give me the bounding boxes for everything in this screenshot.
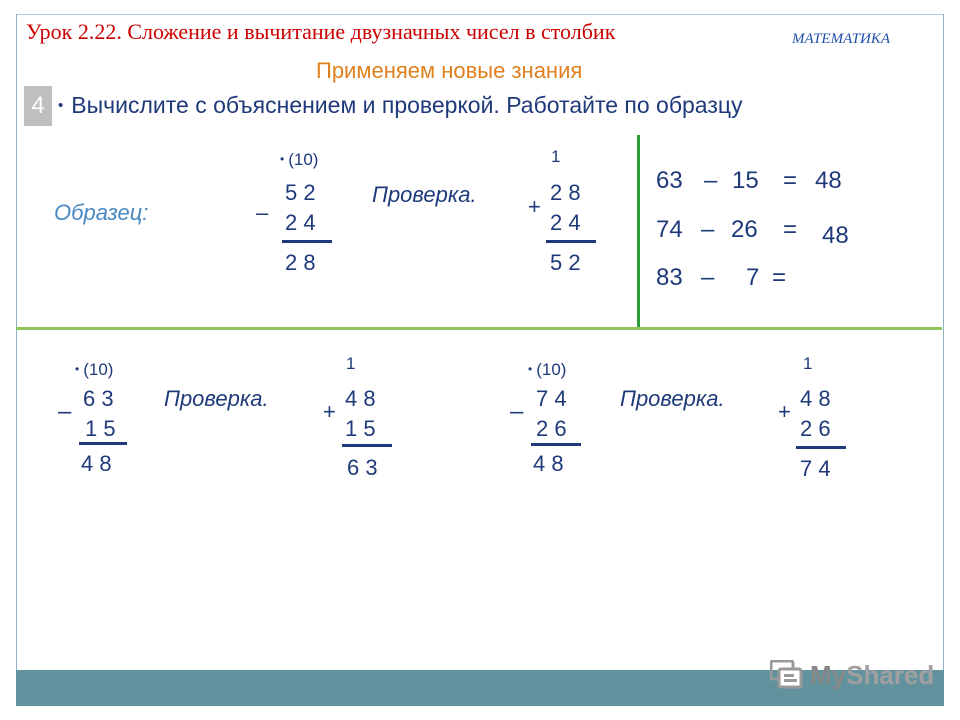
sample-result: 2 8: [285, 250, 316, 275]
equation-2-result: 48: [822, 222, 849, 249]
sample-label: Образец:: [54, 200, 149, 225]
example1-check-carry: 1: [346, 354, 356, 373]
example2-plus-sign: +: [778, 399, 791, 424]
sample-check-bottom: 2 4: [550, 210, 581, 235]
example1-minuend: 6 3: [83, 386, 114, 411]
equation-1-op: –: [704, 167, 718, 194]
example2-check-result: 7 4: [800, 456, 831, 481]
example1-check-label: Проверка.: [164, 386, 269, 411]
sample-check-label: Проверка.: [372, 182, 477, 207]
example2-borrow-note: • (10): [528, 360, 567, 379]
slide-frame-right: [943, 14, 944, 706]
example2-result: 4 8: [533, 451, 564, 476]
logo-text: MyShared: [810, 660, 935, 690]
sample-minus-sign: –: [256, 200, 269, 225]
equation-3-op: –: [701, 264, 715, 291]
equation-3-a: 83: [656, 264, 683, 291]
sample-minuend: 5 2: [285, 180, 316, 205]
task-instruction: [58, 92, 743, 119]
vertical-divider: [637, 135, 640, 328]
equation-1-a: 63: [656, 167, 683, 194]
section-title: Применяем новые знания: [316, 58, 583, 83]
example2-check-line: [796, 446, 846, 449]
task-text: Вычислите с объяснением и проверкой. Работайте по образцу: [71, 92, 743, 118]
example1-subtrahend: 1 5: [85, 416, 116, 441]
example2-minus-sign: –: [510, 398, 524, 425]
sample-check-carry: 1: [551, 147, 561, 166]
equation-1-eq: =: [783, 167, 798, 194]
slide-frame-top: [16, 14, 944, 15]
equation-2-op: –: [701, 216, 715, 243]
example1-plus-sign: +: [323, 399, 336, 424]
equation-2-a: 74: [656, 216, 683, 243]
sample-plus-sign: +: [528, 194, 541, 219]
sample-check-top: 2 8: [550, 180, 581, 205]
equation-2-b: 26: [731, 216, 758, 243]
sample-subtrahend: 2 4: [285, 210, 316, 235]
bullet-icon: •: [58, 97, 64, 114]
subject-label: МАТЕМАТИКА: [792, 31, 890, 47]
equation-3-b: 7: [746, 264, 760, 291]
example1-minus-sign: –: [58, 398, 72, 425]
sample-check-result: 5 2: [550, 250, 581, 275]
example2-check-label: Проверка.: [620, 386, 725, 411]
equation-2-eq: =: [783, 216, 798, 243]
example1-check-top: 4 8: [345, 386, 376, 411]
equation-1-b: 15: [732, 167, 759, 194]
lesson-title: Урок 2.22. Сложение и вычитание двузначных чисел в столбик: [26, 19, 616, 44]
sample-borrow-note: • (10): [280, 150, 319, 169]
slides-icon: [770, 660, 804, 690]
equation-1-result: 48: [815, 167, 842, 194]
example2-result-line: [531, 443, 581, 446]
example2-minuend: 7 4: [536, 386, 567, 411]
example1-result: 4 8: [81, 451, 112, 476]
sample-check-line: [546, 240, 596, 243]
horizontal-divider: [16, 327, 942, 330]
example2-subtrahend: 2 6: [536, 416, 567, 441]
example2-check-top: 4 8: [800, 386, 831, 411]
example1-check-result: 6 3: [347, 455, 378, 480]
slide-frame-left: [16, 14, 17, 706]
equation-3-eq: =: [772, 264, 787, 291]
example1-borrow-note: • (10): [75, 360, 114, 379]
example2-check-bottom: 2 6: [800, 416, 831, 441]
sample-result-line: [282, 240, 332, 243]
example1-check-bottom: 1 5: [345, 416, 376, 441]
example1-result-line: [79, 442, 127, 445]
task-number-badge: 4: [24, 86, 52, 126]
myshared-logo: [768, 656, 935, 692]
example1-check-line: [342, 444, 392, 447]
example2-check-carry: 1: [803, 354, 813, 373]
